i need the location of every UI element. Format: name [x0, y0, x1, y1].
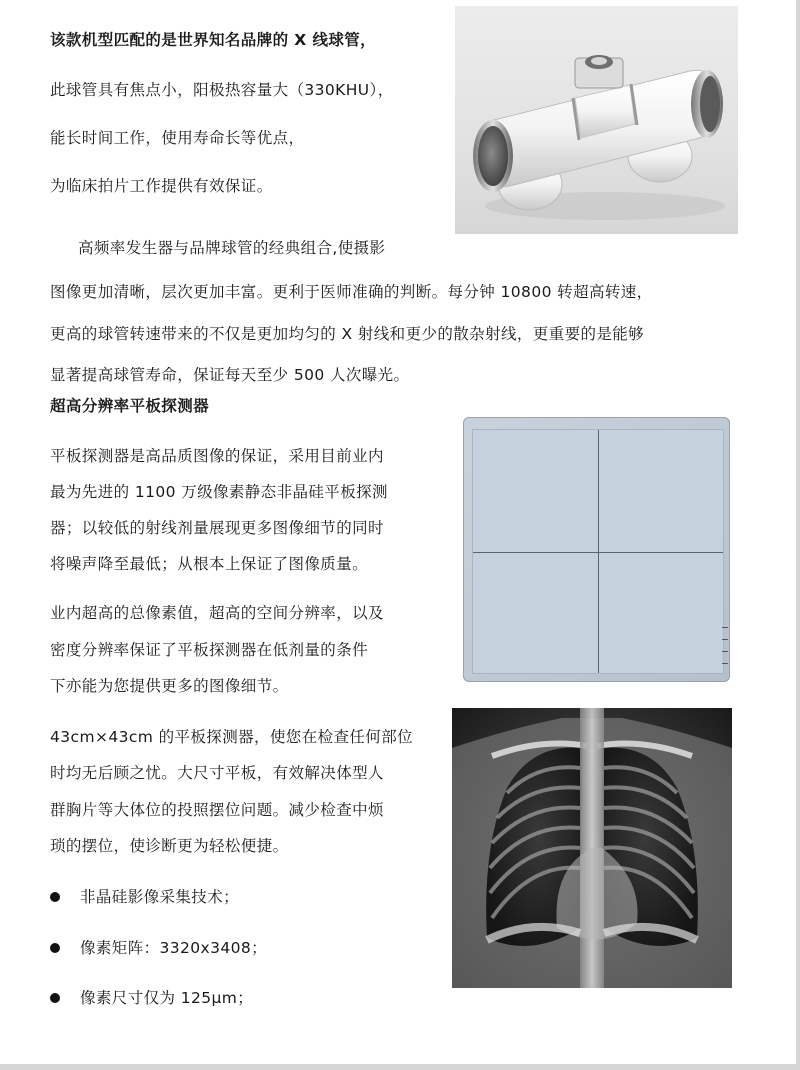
resolution-line-2: 密度分辨率保证了平板探测器在低剂量的条件 [50, 641, 369, 659]
panel-tick [722, 663, 728, 664]
page-edge-bottom [0, 1064, 800, 1070]
generator-line-1: 高频率发生器与品牌球管的经典组合,使摄影 [78, 239, 386, 257]
intro-line-1: 该款机型匹配的是世界知名品牌的 X 线球管， [50, 31, 377, 49]
panel-face [472, 429, 724, 674]
size-line-2: 时均无后顾之忧。大尺寸平板，有效解决体型人 [50, 764, 384, 782]
xray-tube-photo [455, 6, 738, 234]
intro-line-4: 为临床拍片工作提供有效保证。 [50, 177, 273, 195]
size-line-1: 43cm×43cm 的平板探测器，使您在检查任何部位 [50, 728, 414, 746]
flat-panel-detector-image [463, 417, 730, 682]
panel-center-horizontal-line [473, 552, 723, 553]
size-line-3: 群胸片等大体位的投照摆位问题。减少检查中烦 [50, 801, 384, 819]
panel-tick [722, 627, 728, 628]
intro-line-2: 此球管具有焦点小，阳极热容量大（330KHU）， [50, 81, 394, 99]
generator-line-3: 更高的球管转速带来的不仅是更加均匀的 X 射线和更少的散杂射线，更重要的是能够 [50, 325, 645, 343]
intro-line-3: 能长时间工作，使用寿命长等优点， [50, 129, 305, 147]
detector-line-3: 器；以较低的射线剂量展现更多图像细节的同时 [50, 519, 384, 537]
bullet-item-3: 像素尺寸仅为 125μm； [80, 989, 254, 1007]
resolution-line-1: 业内超高的总像素值，超高的空间分辨率，以及 [50, 604, 384, 622]
detector-line-1: 平板探测器是高品质图像的保证，采用目前业内 [50, 447, 384, 465]
generator-line-2: 图像更加清晰，层次更加丰富。更利于医师准确的判断。每分钟 10800 转超高转速， [50, 283, 653, 301]
bullet-item-1: 非晶硅影像采集技术； [80, 888, 240, 906]
panel-tick [722, 639, 728, 640]
chest-xray-image [452, 708, 732, 988]
generator-line-4: 显著提高球管寿命，保证每天至少 500 人次曝光。 [50, 366, 410, 384]
bullet-dot [50, 943, 60, 953]
size-line-4: 琐的摆位，使诊断更为轻松便捷。 [50, 837, 289, 855]
page-edge-right [796, 0, 800, 1070]
bullet-dot [50, 892, 60, 902]
resolution-line-3: 下亦能为您提供更多的图像细节。 [50, 677, 289, 695]
section-heading: 超高分辨率平板探测器 [50, 397, 210, 415]
detector-line-4: 将噪声降至最低；从根本上保证了图像质量。 [50, 555, 369, 573]
bullet-item-2: 像素矩阵：3320x3408； [80, 939, 268, 957]
panel-tick [722, 651, 728, 652]
bullet-dot [50, 993, 60, 1003]
detector-line-2: 最为先进的 1100 万级像素静态非晶硅平板探测 [50, 483, 388, 501]
